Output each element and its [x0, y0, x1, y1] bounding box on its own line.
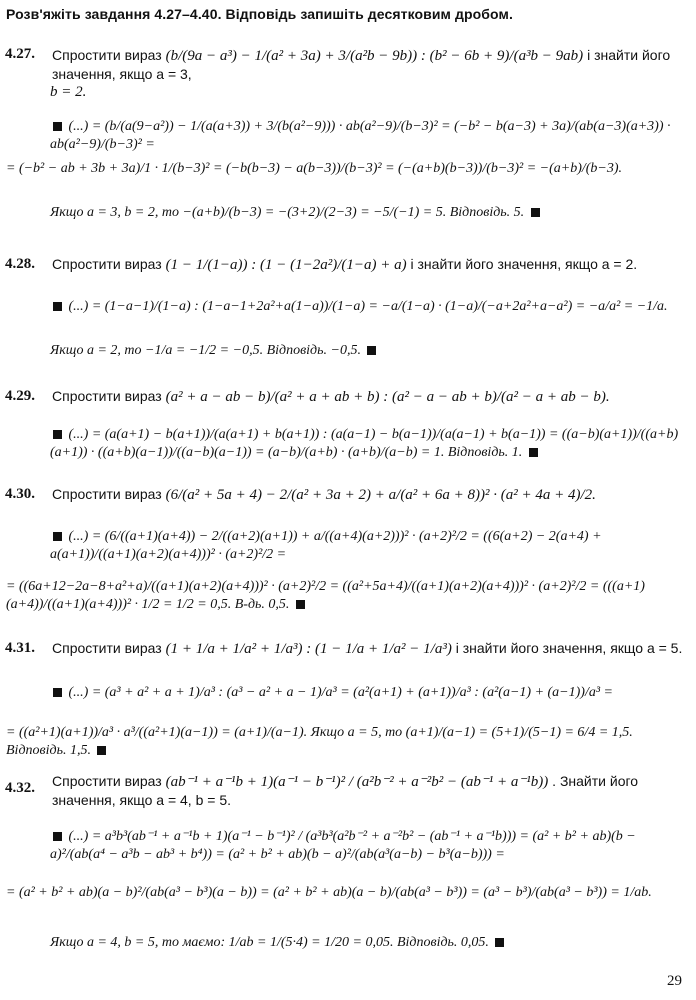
task-expression: (ab⁻¹ + a⁻¹b + 1)(a⁻¹ − b⁻¹)² / (a²b⁻² + a⁻²b² − (ab⁻¹ + a⁻¹b))	[165, 774, 549, 790]
solution-start-square-icon	[53, 122, 62, 131]
answer-text: Відповідь. 0,05.	[396, 935, 489, 950]
solution-start-square-icon	[53, 832, 62, 841]
solution-line: Якщо a = 2, то −1/a = −1/2 = −0,5. Відповідь. −0,5.	[50, 344, 379, 358]
answer-text: Відповідь. 1.	[447, 445, 523, 460]
solution-line: (...) = (a(a+1) − b(a+1))/(a(a+1) + b(a+1)) : (a(a−1) − b(a−1))/(a(a−1) + b(a−1)) = ((a−b)(a+1))/((a+b)(a+1)) · ((a+b)(a−1))/((a−b)(a−1)) = (a−b)/(a+b) · (a+b)/(a−b) = 1. Відповідь. 1.	[50, 427, 679, 460]
task-number: 4.31.	[5, 640, 35, 656]
solution-start-square-icon	[53, 430, 62, 439]
task-statement: Спростити вираз (1 − 1/(1−a)) : (1 − (1−2a²)/(1−a) + a) і знайти його значення, якщо a = 2.	[52, 256, 638, 273]
solution-end-square-icon	[367, 346, 376, 355]
solution-line: = (−b² − ab + 3b + 3a)/1 · 1/(b−3)² = (−b(b−3) − a(b−3))/(b−3)² = (−(a+b)(b−3))/(b−3)² = −(a+b)/(b−3).	[6, 161, 623, 176]
solution-start-square-icon	[53, 688, 62, 697]
solution-line: = (a² + b² + ab)(a − b)²/(ab(a³ − b³)(a − b)) = (a² + b² + ab)(a − b)/(ab(a³ − b³)) = (a³ − b³)/(ab(a³ − b³)) = 1/ab.	[6, 885, 652, 900]
task-statement: Спростити вираз (6/(a² + 5a + 4) − 2/(a² + 3a + 2) + a/(a² + 6a + 8))² · (a² + 4a + 4)/2.	[52, 486, 596, 503]
solution-line: (...) = (1−a−1)/(1−a) : (1−a−1+2a²+a(1−a))/(1−a) = −a/(1−a) · (1−a)/(−a+2a²+a−a²) = −a/a² = −1/a.	[50, 298, 690, 316]
solution-end-square-icon	[495, 938, 504, 947]
solution-line: = ((6a+12−2a−8+a²+a)/((a+1)(a+2)(a+4)))² · (a+2)²/2 = ((a²+5a+4)/((a+1)(a+2)(a+4)))² · (a+2)²/2 = (((a+1)(a+4))/((a+1)(a+4)))² · 1/2 = 1/2 = 0,5. В-дь. 0,5.	[6, 579, 645, 612]
statement-text: Спростити вираз	[52, 47, 162, 63]
answer-text: Відповідь. 1,5.	[6, 743, 91, 758]
solution-end-square-icon	[531, 208, 540, 217]
solution-line: (...) = (6/((a+1)(a+4)) − 2/((a+2)(a+1)) + a/((a+4)(a+2)))² · (a+2)²/2 = ((6(a+2) − 2(a+4) + a(a+1))/((a+1)(a+2)(a+4)))² · (a+2)²/2 =	[50, 529, 602, 562]
task-number: 4.32.	[5, 780, 35, 796]
answer-text: В-дь. 0,5.	[234, 597, 290, 612]
task-statement	[52, 46, 692, 83]
task-number: 4.29.	[5, 388, 35, 404]
task-number: 4.28.	[5, 256, 35, 272]
statement-continuation: b = 2.	[50, 84, 87, 100]
task-expression: (1 − 1/(1−a)) : (1 − (1−2a²)/(1−a) + a)	[165, 257, 407, 273]
section-header: Розв'яжіть завдання 4.27–4.40. Відповідь запишіть десятковим дробом.	[6, 6, 513, 22]
solution-end-square-icon	[296, 600, 305, 609]
task-statement: Спростити вираз (1 + 1/a + 1/a² + 1/a³) : (1 − 1/a + 1/a² − 1/a³) і знайти його значення, якщо a = 5.	[52, 640, 683, 657]
answer-text: Відповідь. 5.	[449, 205, 525, 220]
statement-tail: і знайти його значення, якщо a = 3,	[52, 47, 671, 82]
task-expression: (b/(9a − a³) − 1/(a² + 3a) + 3/(a²b − 9b)) : (b² − 6b + 9)/(a³b − 9ab)	[165, 48, 584, 64]
task-expression: (6/(a² + 5a + 4) − 2/(a² + 3a + 2) + a/(a² + 6a + 8))² · (a² + 4a + 4)/2.	[165, 487, 596, 503]
task-statement: Спростити вираз (a² + a − ab − b)/(a² + a + ab + b) : (a² − a − ab + b)/(a² − a + ab − b).	[52, 388, 610, 405]
task-number: 4.30.	[5, 486, 35, 502]
answer-text: Відповідь. −0,5.	[266, 343, 361, 358]
solution-line: Якщо a = 4, b = 5, то маємо: 1/ab = 1/(5·4) = 1/20 = 0,05. Відповідь. 0,05.	[50, 936, 507, 950]
task-expression: (a² + a − ab − b)/(a² + a + ab + b) : (a² − a − ab + b)/(a² − a + ab − b).	[165, 389, 610, 405]
solution-line: Якщо a = 3, b = 2, то −(a+b)/(b−3) = −(3+2)/(2−3) = −5/(−1) = 5. Відповідь. 5.	[50, 206, 543, 220]
solution-line: (...) = (b/(a(9−a²)) − 1/(a(a+3)) + 3/(b(a²−9))) · ab(a²−9)/(b−3)² = (−b² − b(a−3) + 3a)/(ab(a−3)(a+3)) · ab(a²−9)/(b−3)² =	[50, 119, 671, 152]
task-expression: (1 + 1/a + 1/a² + 1/a³) : (1 − 1/a + 1/a² − 1/a³)	[165, 641, 452, 657]
solution-line: = ((a²+1)(a+1))/a³ · a³/((a²+1)(a−1)) = (a+1)/(a−1). Якщо a = 5, то (a+1)/(a−1) = (5+1)/(5−1) = 6/4 = 1,5. Відповідь. 1,5.	[6, 725, 633, 758]
solution-start-square-icon	[53, 302, 62, 311]
solution-end-square-icon	[97, 746, 106, 755]
task-statement: Спростити вираз (ab⁻¹ + a⁻¹b + 1)(a⁻¹ − b⁻¹)² / (a²b⁻² + a⁻²b² − (ab⁻¹ + a⁻¹b)) . Знайти його значення, якщо a = 4, b = 5.	[52, 773, 639, 808]
solution-line: (...) = (a³ + a² + a + 1)/a³ : (a³ − a² + a − 1)/a³ = (a²(a+1) + (a+1))/a³ : (a²(a−1) + (a−1))/a³ =	[50, 684, 690, 702]
page-number: 29	[667, 973, 682, 989]
solution-end-square-icon	[529, 448, 538, 457]
solution-start-square-icon	[53, 532, 62, 541]
task-number: 4.27.	[5, 46, 35, 62]
solution-line: (...) = a³b³(ab⁻¹ + a⁻¹b + 1)(a⁻¹ − b⁻¹)² / (a³b³(a²b⁻² + a⁻²b² − (ab⁻¹ + a⁻¹b))) = (a² + b² + ab)(b − a)²/(ab(a⁴ − a³b − ab³ + b⁴)) = (a² + b² + ab)(b − a)²/(ab(a³(a−b) − b³(a−b))) =	[50, 829, 636, 862]
